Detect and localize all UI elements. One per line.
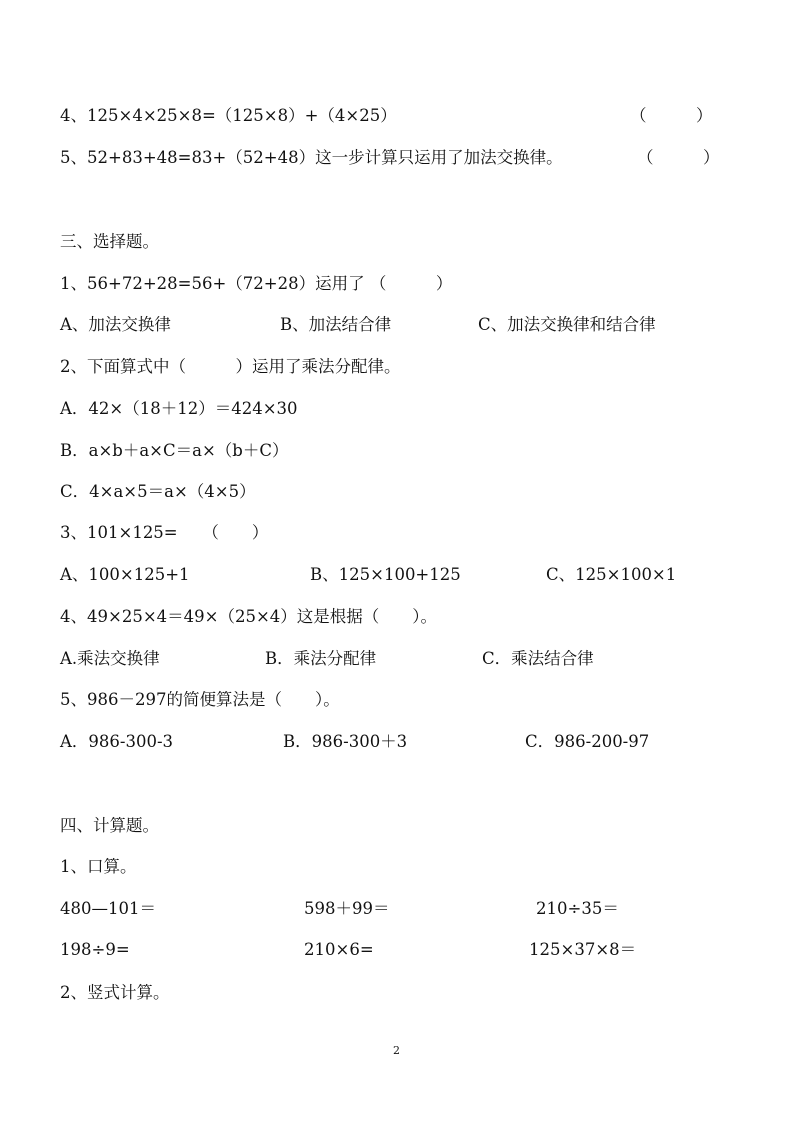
choice-option-5b: B．986-300＋3 (283, 732, 408, 751)
choice-option-2c: C．4×a×5＝a×（4×5） (60, 482, 256, 501)
judge-answer-bracket-5[interactable]: （ ） (637, 148, 720, 167)
choice-option-4a: A.乘法交换律 (60, 649, 160, 668)
section-heading-calc: 四、计算题。 (60, 816, 159, 835)
judge-item-4: 4、125×4×25×8=（125×8）+（4×25） (60, 106, 397, 125)
oral-problem-2: 598＋99＝ (304, 899, 390, 918)
page-number: 2 (393, 1044, 400, 1057)
choice-option-5a: A．986-300-3 (60, 732, 174, 751)
choice-question-3: 3、101×125= （ ） (60, 523, 269, 542)
choice-question-5: 5、986－297的简便算法是（ ）。 (60, 690, 340, 709)
oral-problem-4: 198÷9= (60, 940, 130, 959)
choice-option-1a: A、加法交换律 (60, 315, 171, 334)
judge-answer-bracket-4[interactable]: （ ） (630, 106, 713, 125)
choice-option-4c: C．乘法结合律 (482, 649, 594, 668)
choice-option-2b: B．a×b＋a×C＝a×（b＋C） (60, 441, 289, 460)
judge-item-5: 5、52+83+48=83+（52+48）这一步计算只运用了加法交换律。 (60, 148, 563, 167)
oral-problem-1: 480—101＝ (60, 899, 156, 918)
choice-question-1: 1、56+72+28=56+（72+28）运用了 （ ） (60, 274, 453, 293)
choice-option-2a: A．42×（18＋12）＝424×30 (60, 399, 298, 418)
oral-problem-3: 210÷35＝ (536, 899, 619, 918)
choice-option-3b: B、125×100+125 (310, 565, 461, 584)
choice-question-2: 2、下面算式中（ ）运用了乘法分配律。 (60, 357, 401, 376)
choice-option-3a: A、100×125+1 (60, 565, 190, 584)
vertical-calc-title: 2、竖式计算。 (60, 983, 170, 1002)
choice-option-5c: C．986-200-97 (525, 732, 650, 751)
choice-option-1c: C、加法交换律和结合律 (478, 315, 656, 334)
choice-option-1b: B、加法结合律 (280, 315, 392, 334)
oral-calc-title: 1、口算。 (60, 857, 137, 876)
choice-option-3c: C、125×100×1 (546, 565, 677, 584)
choice-question-4: 4、49×25×4＝49×（25×4）这是根据（ ）。 (60, 607, 438, 626)
oral-problem-5: 210×6= (304, 940, 374, 959)
choice-option-4b: B．乘法分配律 (265, 649, 377, 668)
oral-problem-6: 125×37×8＝ (529, 940, 637, 959)
section-heading-choice: 三、选择题。 (60, 232, 159, 251)
